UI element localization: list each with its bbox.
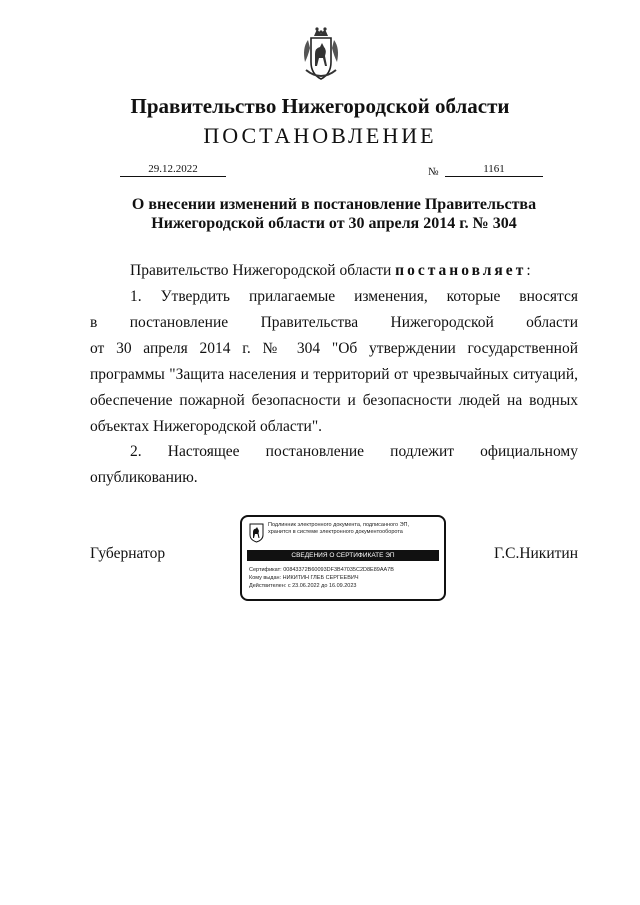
intro-resolves: постановляет — [395, 262, 527, 279]
heading-line-2: Нижегородской области от 30 апреля 2014 г. № 304 — [151, 215, 517, 232]
intro-suffix: : — [526, 262, 531, 279]
item-1-line-4: программы "Защита населения и территорий от чрезвычайных ситуаций, — [90, 366, 578, 383]
item-1-line-3: от 30 апреля 2014 г. № 304 "Об утверждении государственной — [90, 340, 578, 357]
document-heading — [90, 195, 578, 233]
item-1-line-2: в постановление Правительства Нижегородской области — [90, 314, 578, 331]
heading-line-1: О внесении изменений в постановление Правительства — [131, 196, 537, 213]
electronic-signature-stamp — [240, 515, 446, 601]
stamp-emblem-icon — [249, 523, 264, 543]
coat-of-arms-emblem — [300, 26, 342, 84]
intro-prefix: Правительство Нижегородской области — [130, 262, 396, 279]
stamp-validity: Действителен: с 23.06.2022 до 16.09.2023 — [249, 583, 357, 589]
item-1-line-6: объектах Нижегородской области". — [90, 418, 323, 435]
stamp-notice-line-1: Подлинник электронного документа, подписанного ЭП, — [268, 522, 410, 528]
government-title: Правительство Нижегородской области — [130, 94, 510, 118]
item-1-line-5: обеспечение пожарной безопасности и безопасности людей на водных — [90, 392, 578, 409]
stamp-issued-to: Кому выдан: НИКИТИН ГЛЕБ СЕРГЕЕВИЧ — [249, 575, 359, 581]
item-1-line-1: 1. Утвердить прилагаемые изменения, которые вносятся — [130, 288, 578, 305]
signer-name: Г.С.Никитин — [494, 545, 578, 562]
document-number: 1161 — [445, 163, 543, 177]
item-2-paragraph — [90, 439, 578, 491]
number-label: № — [428, 166, 439, 178]
stamp-notice — [268, 522, 440, 536]
signer-position: Губернатор — [90, 545, 166, 562]
document-type: ПОСТАНОВЛЕНИЕ — [203, 123, 437, 148]
stamp-certificate-header: СВЕДЕНИЯ О СЕРТИФИКАТЕ ЭП — [247, 550, 439, 561]
item-1-paragraph — [90, 284, 578, 440]
intro-paragraph — [90, 258, 578, 284]
item-2-line-1: 2. Настоящее постановление подлежит официальному — [130, 443, 578, 460]
stamp-certificate-serial: Сертификат: 00843372B60093DF3B47035C2D8E89AA7B — [249, 567, 394, 573]
stamp-notice-line-2: хранится в системе электронного документооборота — [268, 529, 403, 535]
document-date: 29.12.2022 — [120, 163, 226, 177]
item-2-line-2: опубликованию. — [90, 469, 198, 486]
